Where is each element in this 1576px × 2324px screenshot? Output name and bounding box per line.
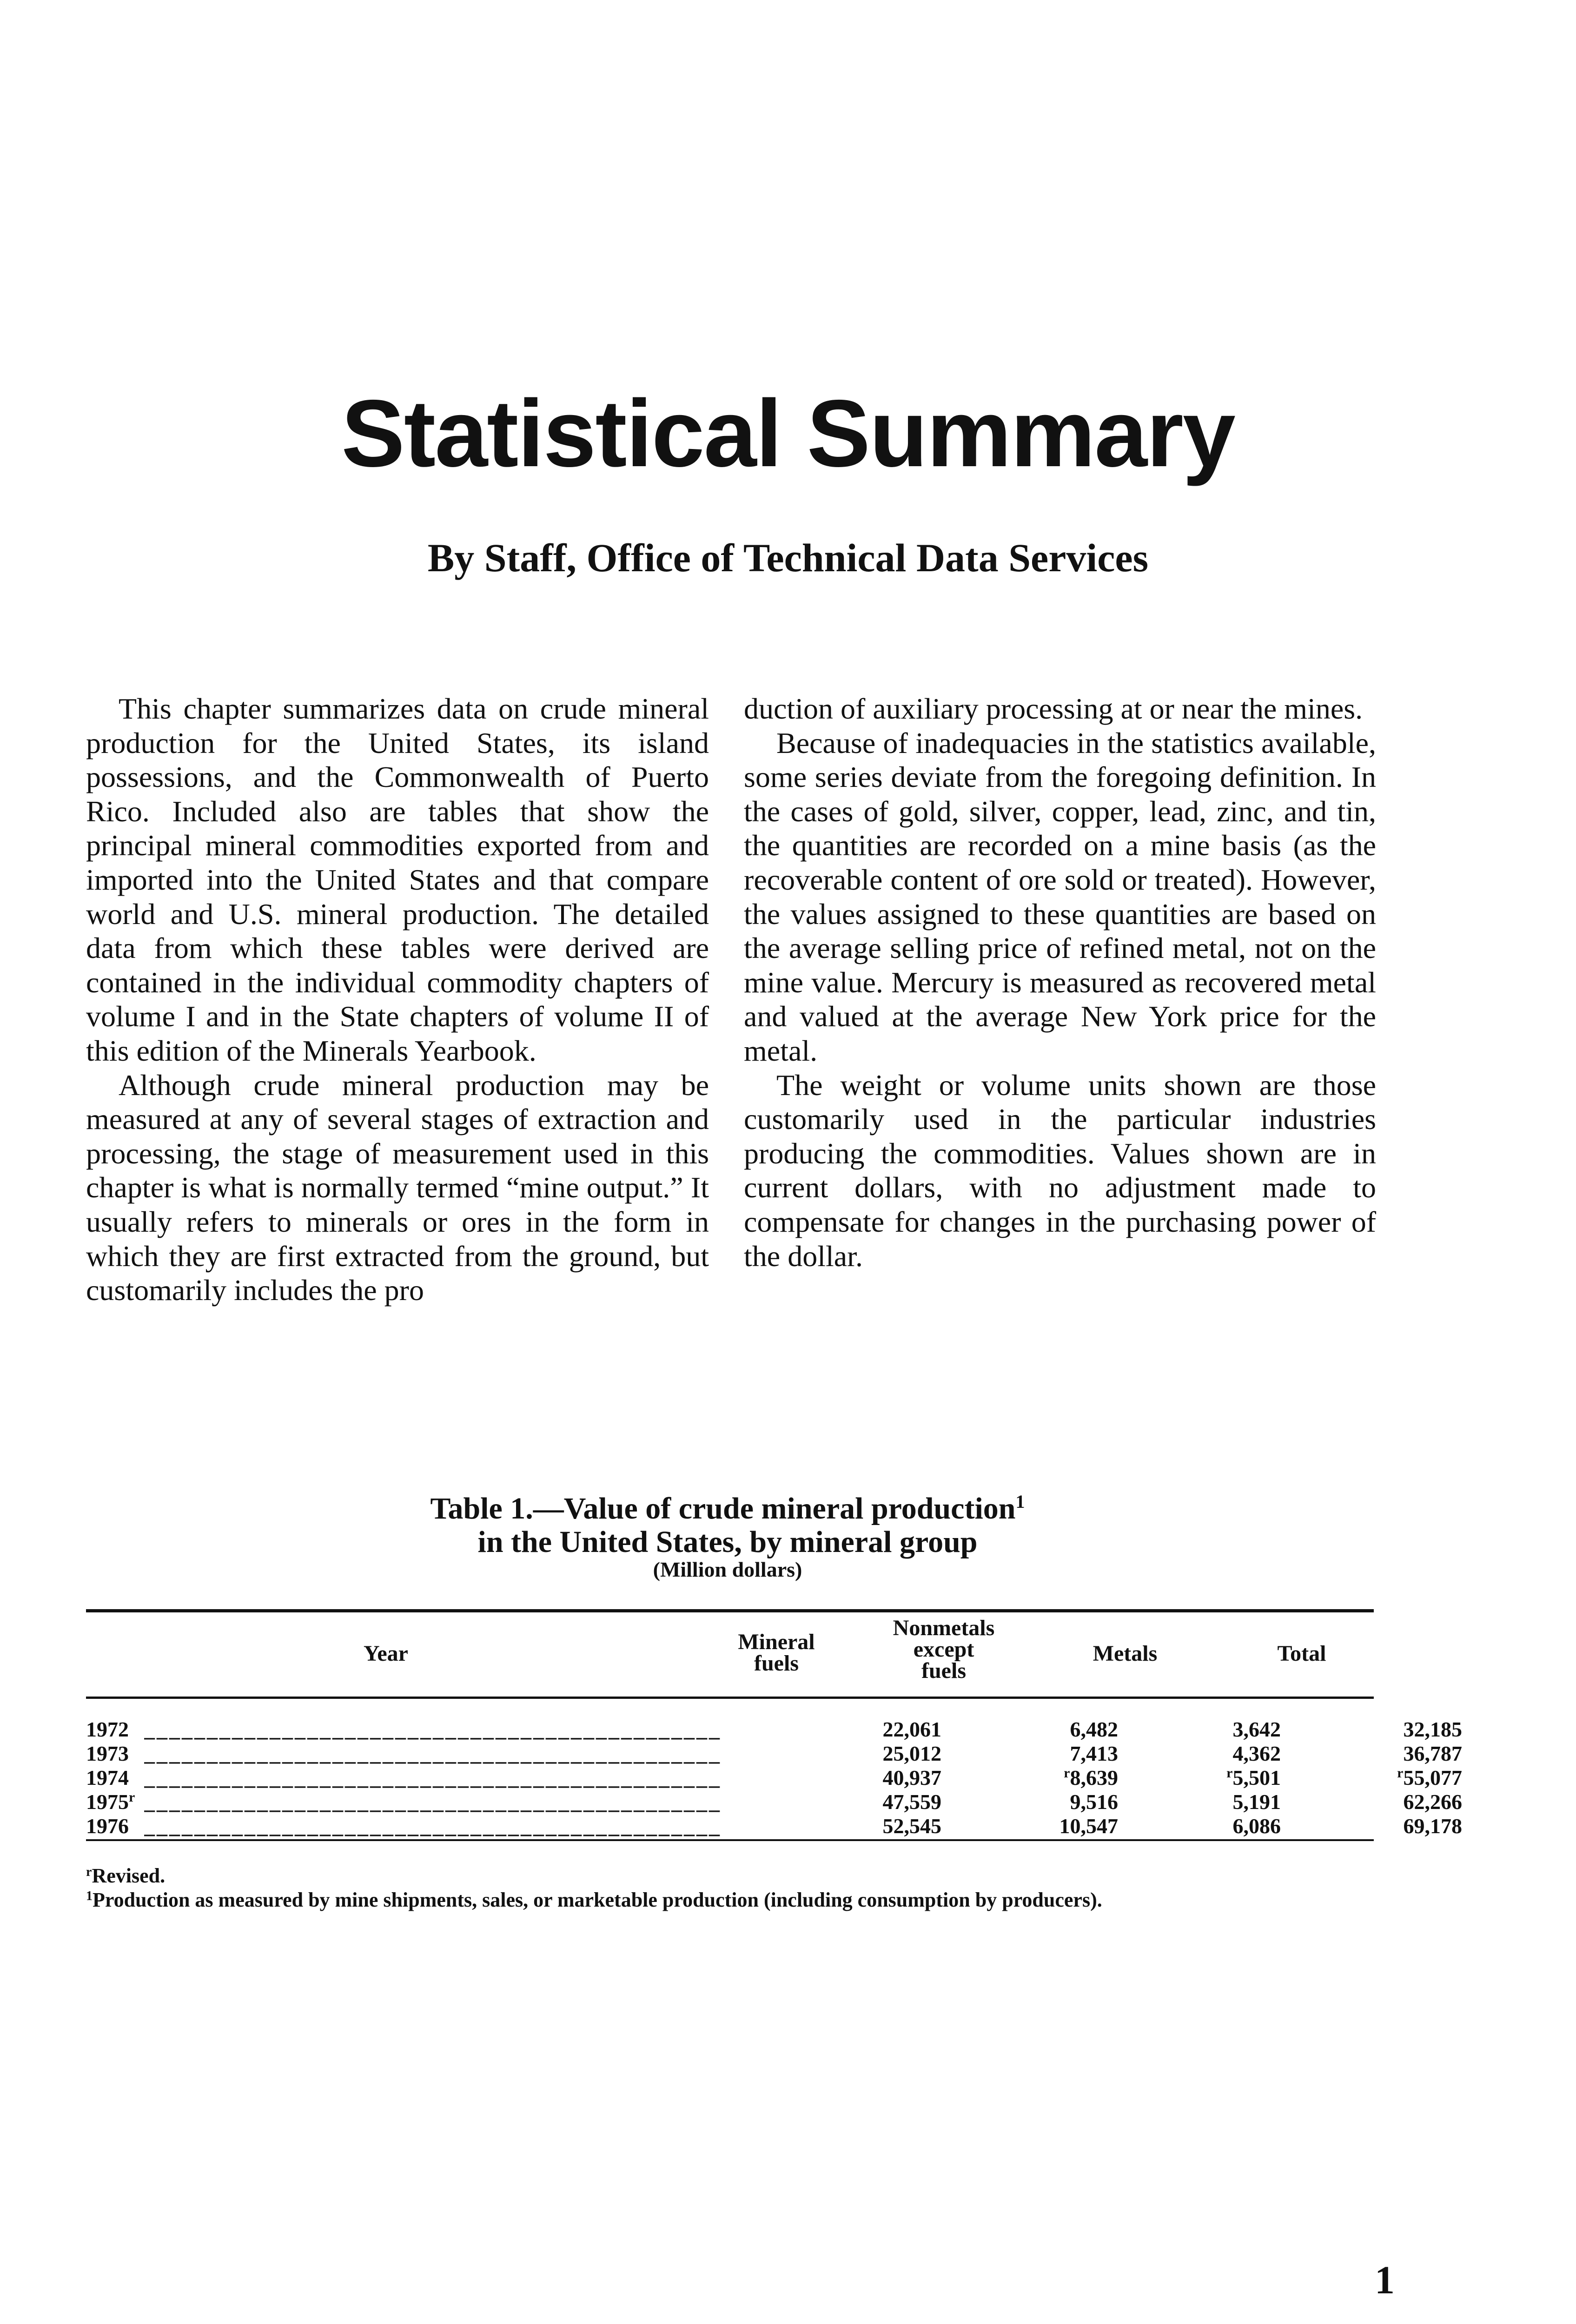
cell-metals: 4,362 bbox=[1232, 1742, 1281, 1765]
cell-total: 36,787 bbox=[1403, 1742, 1462, 1765]
cell-nonmetals: 9,516 bbox=[1070, 1790, 1118, 1814]
cell-mineral-fuels: 52,545 bbox=[882, 1814, 941, 1838]
table-row bbox=[86, 1717, 1462, 1742]
dot-leader: ______________________________________________ bbox=[144, 1790, 722, 1814]
paragraph: duction of auxiliary processing at or near the mines. bbox=[744, 692, 1363, 725]
row-year: 1973 bbox=[86, 1742, 129, 1765]
table-footnotes bbox=[86, 1864, 1378, 1912]
column-header-nonmetals: Nonmetals except fuels bbox=[893, 1616, 995, 1683]
table-row bbox=[86, 1814, 1462, 1838]
column-header-year: Year bbox=[364, 1641, 408, 1666]
cell-total: $^r$55,077 bbox=[1397, 1765, 1462, 1789]
table-title-line-2: in the United States, by mineral group bbox=[477, 1525, 978, 1559]
footnote: $^r$Revised. bbox=[86, 1864, 166, 1887]
paragraph: Although crude mineral production may be measured at any of several stages of extraction and processing, the stage of measurement used in this chapter is what is normally termed “mine output.” It usually refers to minerals or ores in the form in which they are first extracted from the ground, but customarily includes the pro bbox=[86, 1068, 709, 1307]
body-right-column bbox=[744, 692, 1376, 1273]
table-row bbox=[86, 1765, 1462, 1790]
paragraph: Because of inadequacies in the statistics available, some series deviate from the foregoing definition. In the cases of gold, silver, copper, lead, zinc, and tin, the quantities are recorded on a mine basis (as the recoverable content of ore sold or treated). However, the values assigned to these quantities are based on the average selling price of refined metal, not on the mine value. Mercury is measured as recovered metal and valued at the average New York price for the metal. bbox=[744, 726, 1376, 1067]
cell-metals: $^r$5,501 bbox=[1226, 1765, 1281, 1789]
paragraph: The weight or volume units shown are those customarily used in the particular industries producing the commodities. Values shown are in current dollars, with no adjustment made to compensate for changes in the purchasing power of the dollar. bbox=[744, 1068, 1376, 1273]
cell-metals: 6,086 bbox=[1232, 1814, 1281, 1838]
row-year: 1974 bbox=[86, 1766, 129, 1789]
cell-nonmetals: 6,482 bbox=[1070, 1717, 1118, 1741]
cell-total: 32,185 bbox=[1403, 1717, 1462, 1741]
row-year: 1975$^r$ bbox=[86, 1789, 135, 1814]
dot-leader: ______________________________________________ bbox=[144, 1814, 722, 1838]
footnote: $^1$Production as measured by mine shipments, sales, or marketable production (including consumption by producers). bbox=[86, 1888, 1102, 1911]
cell-total: 62,266 bbox=[1403, 1790, 1462, 1814]
column-header-metals: Metals bbox=[1093, 1641, 1158, 1666]
cell-metals: 3,642 bbox=[1232, 1717, 1281, 1741]
table-top-rule bbox=[86, 1609, 1374, 1612]
byline: By Staff, Office of Technical Data Services bbox=[427, 535, 1149, 580]
page-title: Statistical Summary bbox=[341, 380, 1235, 487]
dot-leader: ______________________________________________ bbox=[144, 1766, 722, 1789]
cell-mineral-fuels: 25,012 bbox=[882, 1742, 941, 1765]
cell-nonmetals: 7,413 bbox=[1070, 1742, 1118, 1765]
footnote-marker: 1 bbox=[1015, 1491, 1025, 1512]
cell-total: 69,178 bbox=[1403, 1814, 1462, 1838]
table-row bbox=[86, 1742, 1462, 1766]
cell-mineral-fuels: 22,061 bbox=[882, 1717, 941, 1741]
table-title-line-1: Table 1.—Value of crude mineral production$^1$ bbox=[430, 1491, 1025, 1525]
column-header-mineral-fuels: Mineral fuels bbox=[738, 1630, 815, 1676]
cell-metals: 5,191 bbox=[1232, 1790, 1281, 1814]
table-row bbox=[86, 1789, 1462, 1814]
table-header-rule bbox=[86, 1697, 1374, 1699]
cell-mineral-fuels: 40,937 bbox=[882, 1766, 941, 1789]
table-title bbox=[0, 1485, 1455, 1559]
row-year: 1972 bbox=[86, 1717, 129, 1741]
table-unit: (Million dollars) bbox=[653, 1558, 802, 1581]
column-header-total: Total bbox=[1277, 1641, 1326, 1666]
table-bottom-rule bbox=[86, 1839, 1374, 1841]
cell-nonmetals: 10,547 bbox=[1059, 1814, 1118, 1838]
table-body bbox=[86, 1717, 1462, 1838]
row-year: 1976 bbox=[86, 1814, 129, 1838]
cell-nonmetals: $^r$8,639 bbox=[1064, 1765, 1118, 1789]
cell-mineral-fuels: 47,559 bbox=[882, 1790, 941, 1814]
body-left-column bbox=[86, 692, 709, 1307]
page-number: 1 bbox=[1375, 2258, 1395, 2302]
paragraph: This chapter summarizes data on crude mineral production for the United States, its island possessions, and the Commonwealth of Puerto Rico. Included also are tables that show the principal mineral commodities exported from and imported into the United States and that compare world and U.S. mineral production. The detailed data from which these tables were derived are contained in the individual commodity chapters of volume I and in the State chapters of volume II of this edition of the Minerals Yearbook. bbox=[86, 692, 709, 1067]
dot-leader: ______________________________________________ bbox=[144, 1717, 722, 1741]
dot-leader: ______________________________________________ bbox=[144, 1742, 722, 1765]
